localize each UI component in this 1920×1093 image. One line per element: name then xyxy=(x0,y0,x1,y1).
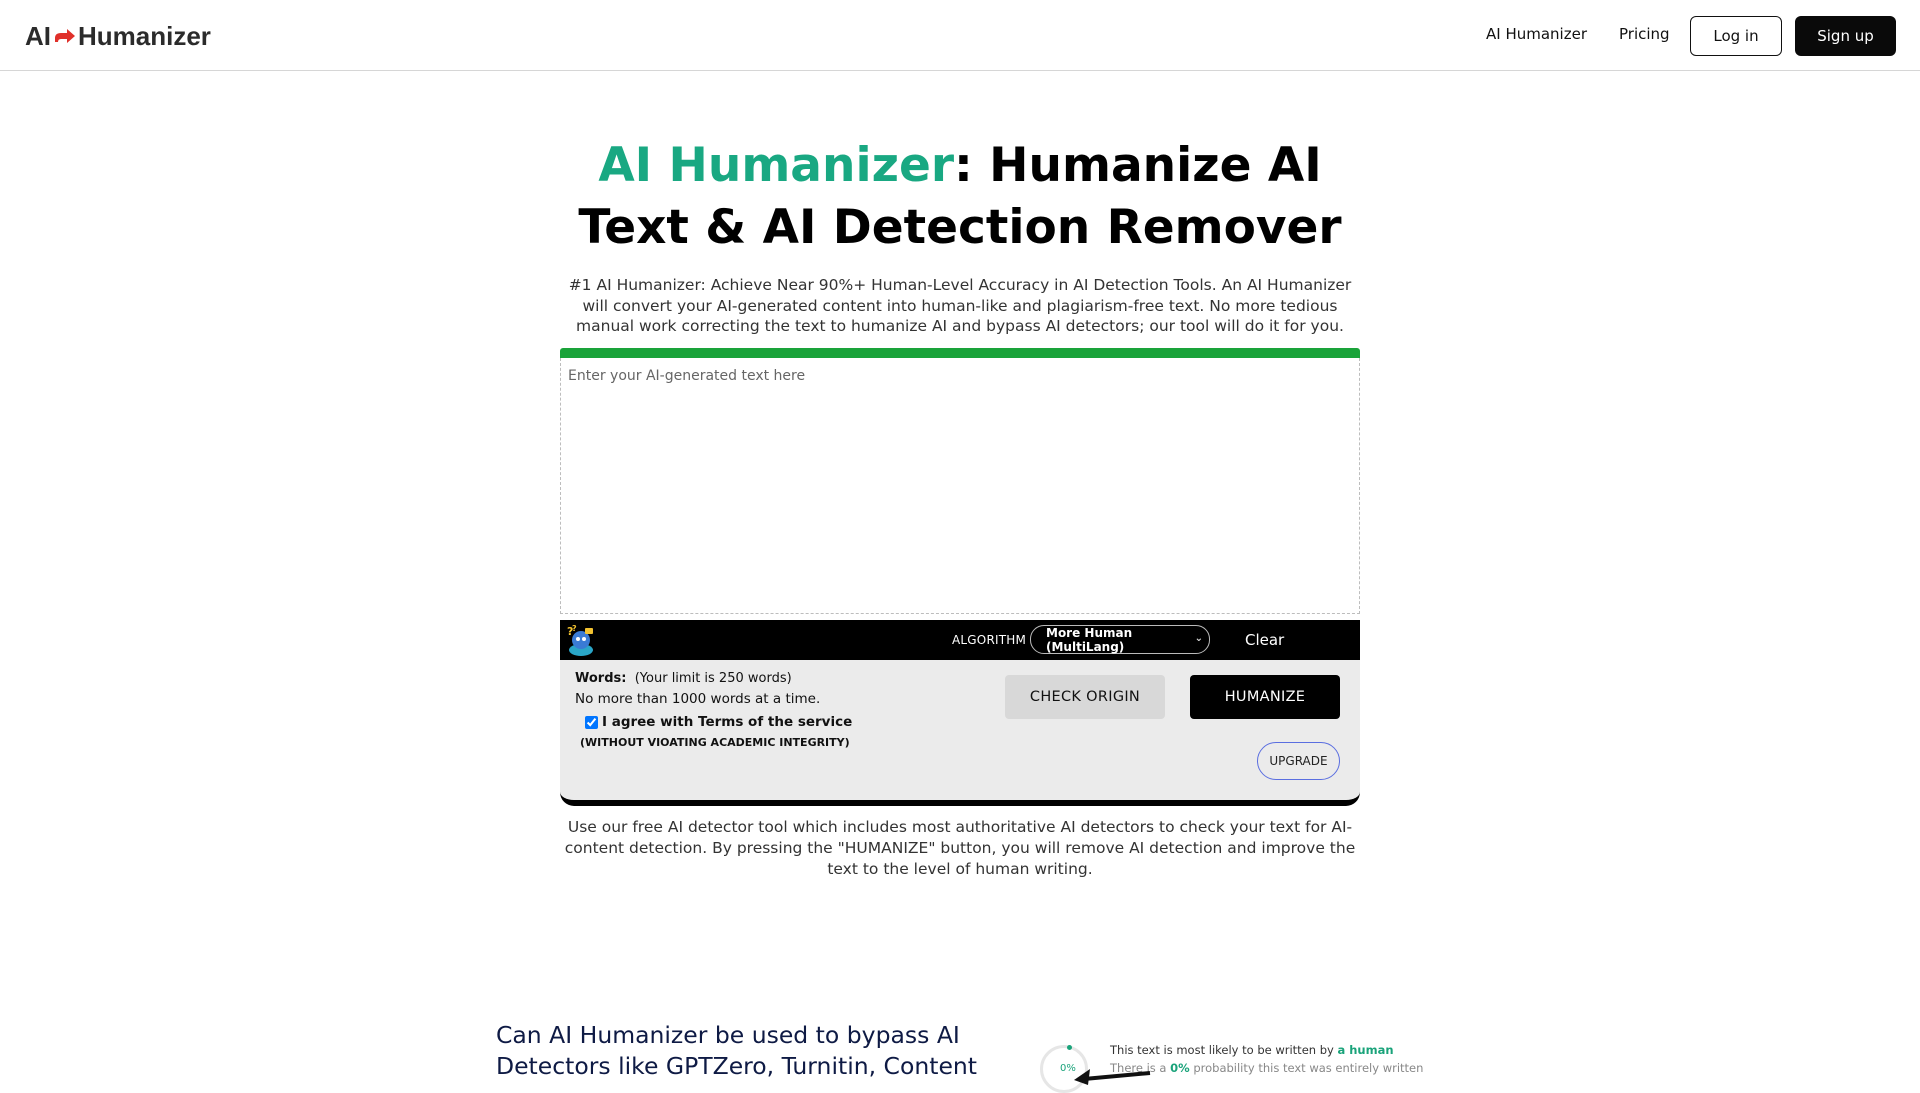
humanize-button[interactable]: HUMANIZE xyxy=(1190,675,1340,719)
site-logo[interactable] xyxy=(25,20,211,52)
humanizer-editor xyxy=(560,348,1360,806)
svg-text:?: ? xyxy=(567,625,574,638)
upgrade-button[interactable]: UPGRADE xyxy=(1257,742,1340,780)
result-line-1 xyxy=(1110,1043,1394,1057)
faq-heading: Can AI Humanizer be used to bypass AI Detectors like GPTZero, Turnitin, Content xyxy=(496,1021,978,1080)
result-line-1-highlight: a human xyxy=(1337,1043,1394,1057)
score-dot xyxy=(1067,1045,1072,1050)
word-count xyxy=(575,671,792,686)
ai-text-input[interactable] xyxy=(560,358,1360,614)
terms-checkbox[interactable] xyxy=(585,716,598,729)
mascot-icon xyxy=(564,623,596,657)
page-title-rest: : Humanize AI Text & AI Detection Remover xyxy=(578,138,1342,255)
algorithm-label: ALGORITHM xyxy=(952,633,1027,647)
logo-text-ai: AI xyxy=(25,20,51,51)
hero-description: #1 AI Humanizer: Achieve Near 90%+ Human-Level Accuracy in AI Detection Tools. An AI Humanizer will convert your AI-generated content into human-like and plagiarism-free text. No more tedious manual work correcting the text to humanize AI and bypass AI detectors; our tool will do it for you. xyxy=(568,276,1352,335)
algorithm-selected-value: More Human (MultiLang) xyxy=(1046,625,1133,654)
editor-toolbar xyxy=(560,620,1360,660)
result-line-1-prefix: This text is most likely to be written by xyxy=(1110,1043,1338,1057)
words-label: Words: xyxy=(575,671,627,686)
score-percent: 0% xyxy=(1060,1063,1076,1074)
nav-link-ai-humanizer[interactable]: AI Humanizer xyxy=(1486,25,1587,43)
top-navbar xyxy=(0,0,1920,71)
page-title xyxy=(540,135,1380,259)
max-words-note: No more than 1000 words at a time. xyxy=(575,691,821,707)
terms-label: I agree with Terms of the service xyxy=(602,714,853,730)
clear-button[interactable]: Clear xyxy=(1245,631,1285,649)
check-origin-button[interactable]: CHECK ORIGIN xyxy=(1005,675,1165,719)
algorithm-select[interactable] xyxy=(1030,625,1210,654)
detection-result-preview xyxy=(1040,1035,1424,1080)
nav-link-pricing[interactable]: Pricing xyxy=(1619,25,1670,43)
detector-info-text: Use our free AI detector tool which includes most authoritative AI detectors to check your text for AI-content detection. By pressing the "HUMANIZE" button, you will remove AI detection and improve the text to the level of human writing. xyxy=(564,818,1356,878)
result-line-2 xyxy=(1110,1061,1423,1075)
login-button[interactable]: Log in xyxy=(1690,16,1782,56)
chevron-down-icon: ⌄ xyxy=(1194,633,1203,644)
result-line-2-prefix: There is a xyxy=(1110,1061,1171,1075)
result-line-2-suffix: probability this text was entirely written xyxy=(1189,1061,1424,1075)
editor-controls-panel xyxy=(560,660,1360,806)
svg-text:?: ? xyxy=(572,624,577,633)
logo-text-humanizer: Humanizer xyxy=(78,20,211,51)
page-title-accent: AI Humanizer xyxy=(598,138,955,193)
logo-arrow-icon xyxy=(54,28,76,44)
progress-bar xyxy=(560,348,1360,358)
terms-agreement xyxy=(585,714,852,730)
signup-button[interactable]: Sign up xyxy=(1795,16,1896,56)
integrity-note: (WITHOUT VIOATING ACADEMIC INTEGRITY) xyxy=(580,736,850,749)
pointer-arrow-icon xyxy=(1070,1055,1150,1085)
words-limit: (Your limit is 250 words) xyxy=(634,671,792,686)
result-line-2-highlight: 0% xyxy=(1170,1061,1190,1075)
